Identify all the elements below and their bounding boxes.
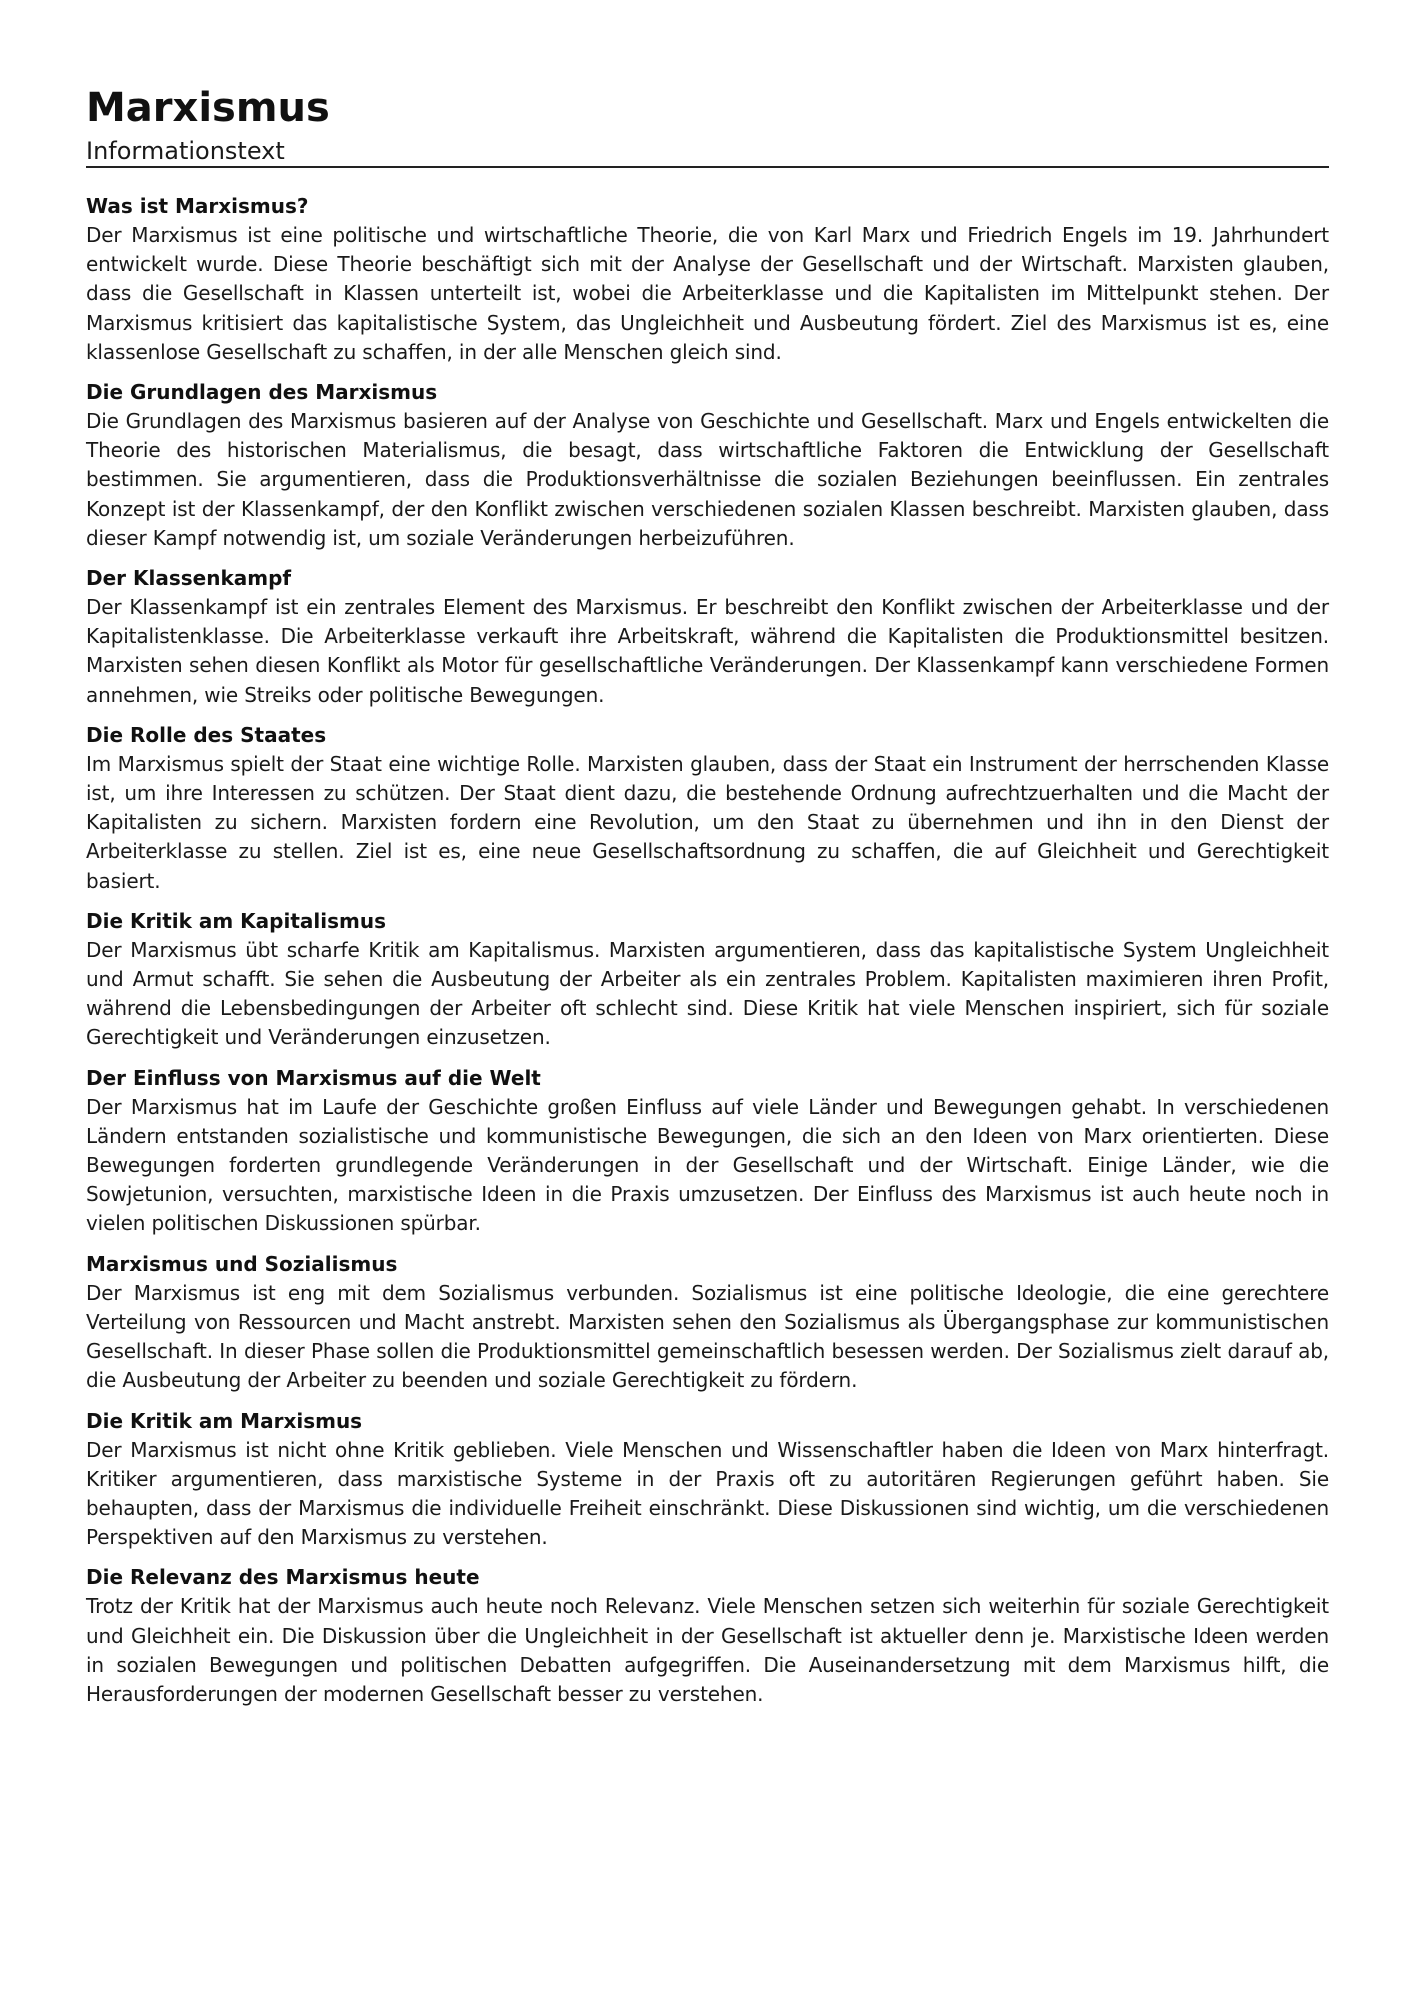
section-relevanz [86,1563,1329,1709]
document-title: Marxismus [86,85,330,131]
section-heading: Was ist Marxismus? [86,194,309,218]
section-kritik-kapitalismus [86,907,1329,1053]
section-klassenkampf [86,564,1329,710]
section-einfluss [86,1064,1329,1239]
document-subtitle: Informationstext [86,137,285,165]
section-body: Trotz der Kritik hat der Marxismus auch heute noch Relevanz. Viele Menschen setzen sich weiterhin für soziale Gerechtigkeit und Gleichheit ein. Die Diskussion über die Ungleichheit in der Gesellschaft ist aktueller denn je. Marxistische Ideen werden in sozialen Bewegungen und politischen Debatten aufgegriffen. Die Auseinandersetzung mit dem Marxismus hilft, die Herausforderungen der modernen Gesellschaft besser zu verstehen. [86,1594,1329,1706]
section-body: Im Marxismus spielt der Staat eine wichtige Rolle. Marxisten glauben, dass der Staat ein Instrument der herrschenden Klasse ist, um ihre Interessen zu schützen. Der Staat dient dazu, die bestehende Ordnung aufrechtzuerhalten und die Macht der Kapitalisten zu sichern. Marxisten fordern eine Revolution, um den Staat zu übernehmen und ihn in den Dienst der Arbeiterklasse zu stellen. Ziel ist es, eine neue Gesellschaftsordnung zu schaffen, die auf Gleichheit und Gerechtigkeit basiert. [86,751,1329,893]
section-body: Der Marxismus übt scharfe Kritik am Kapitalismus. Marxisten argumentieren, dass das kapitalistische System Ungleichheit und Armut schafft. Sie sehen die Ausbeutung der Arbeiter als ein zentrales Problem. Kapitalisten maximieren ihren Profit, während die Lebensbedingungen der Arbeiter oft schlecht sind. Diese Kritik hat viele Menschen inspiriert, sich für soziale Gerechtigkeit und Veränderungen einzusetzen. [86,937,1329,1050]
section-kritik-marxismus [86,1407,1329,1553]
title-divider [86,166,1329,168]
section-body: Der Klassenkampf ist ein zentrales Element des Marxismus. Er beschreibt den Konflikt zwischen der Arbeiterklasse und der Kapitalistenklasse. Die Arbeiterklasse verkauft ihre Arbeitskraft, während die Kapitalisten die Produktionsmittel besitzen. Marxisten sehen diesen Konflikt als Motor für gesellschaftliche Veränderungen. Der Klassenkampf kann verschiedene Formen annehmen, wie Streiks oder politische Bewegungen. [86,595,1329,707]
section-heading: Die Kritik am Kapitalismus [86,908,386,933]
section-heading: Die Grundlagen des Marxismus [86,380,438,405]
section-body: Der Marxismus ist eine politische und wirtschaftliche Theorie, die von Karl Marx und Friedrich Engels im 19. Jahrhundert entwickelt wurde. Diese Theorie beschäftigt sich mit der Analyse der Gesellschaft und der Wirtschaft. Marxisten glauben, dass die Gesellschaft in Klassen unterteilt ist, wobei die Arbeiterklasse und die Kapitalisten im Mittelpunkt stehen. Der Marxismus kritisiert das kapitalistische System, das Ungleichheit und Ausbeutung fördert. Ziel des Marxismus ist es, eine klassenlose Gesellschaft zu schaffen, in der alle Menschen gleich sind. [86,223,1329,364]
section-heading: Der Einfluss von Marxismus auf die Welt [86,1065,541,1090]
section-body: Die Grundlagen des Marxismus basieren auf der Analyse von Geschichte und Gesellschaft. Marx und Engels entwickelten die Theorie des historischen Materialismus, die besagt, dass wirtschaftliche Faktoren die Entwicklung der Gesellschaft bestimmen. Sie argumentieren, dass die Produktionsverhältnisse die sozialen Beziehungen beeinflussen. Ein zentrales Konzept ist der Klassenkampf, der den Konflikt zwischen verschiedenen sozialen Klassen beschreibt. Marxisten glauben, dass dieser Kampf notwendig ist, um soziale Veränderungen herbeizuführen. [86,409,1329,550]
document-page [86,82,1329,1720]
section-heading: Die Rolle des Staates [86,722,327,747]
section-body: Der Marxismus hat im Laufe der Geschichte großen Einfluss auf viele Länder und Bewegungen gehabt. In verschiedenen Ländern entstanden sozialistische und kommunistische Bewegungen, die sich an den Ideen von Marx orientierten. Diese Bewegungen forderten grundlegende Veränderungen in der Gesellschaft und der Wirtschaft. Einige Länder, wie die Sowjetunion, versuchten, marxistische Ideen in die Praxis umzusetzen. Der Einfluss des Marxismus ist auch heute noch in vielen politischen Diskussionen spürbar. [86,1094,1329,1236]
section-grundlagen [86,378,1329,553]
section-rolle-des-staates [86,721,1329,896]
section-sozialismus [86,1250,1329,1396]
section-heading: Die Kritik am Marxismus [86,1408,363,1433]
section-heading: Der Klassenkampf [86,566,292,591]
section-body: Der Marxismus ist eng mit dem Sozialismus verbunden. Sozialismus ist eine politische Ideologie, die eine gerechtere Verteilung von Ressourcen und Macht anstrebt. Marxisten sehen den Sozialismus als Übergangsphase zur kommunistischen Gesellschaft. In dieser Phase sollen die Produktionsmittel gemeinschaftlich besessen werden. Der Sozialismus zielt darauf ab, die Ausbeutung der Arbeiter zu beenden und soziale Gerechtigkeit zu fördern. [86,1280,1329,1393]
section-heading: Die Relevanz des Marxismus heute [86,1565,480,1590]
section-body: Der Marxismus ist nicht ohne Kritik geblieben. Viele Menschen und Wissenschaftler haben die Ideen von Marx hinterfragt. Kritiker argumentieren, dass marxistische Systeme in der Praxis oft zu autoritären Regierungen geführt haben. Sie behaupten, dass der Marxismus die individuelle Freiheit einschränkt. Diese Diskussionen sind wichtig, um die verschiedenen Perspektiven auf den Marxismus zu verstehen. [86,1437,1329,1550]
section-heading: Marxismus und Sozialismus [86,1251,398,1276]
document-content [86,192,1329,1709]
section-was-ist-marxismus [86,192,1329,367]
